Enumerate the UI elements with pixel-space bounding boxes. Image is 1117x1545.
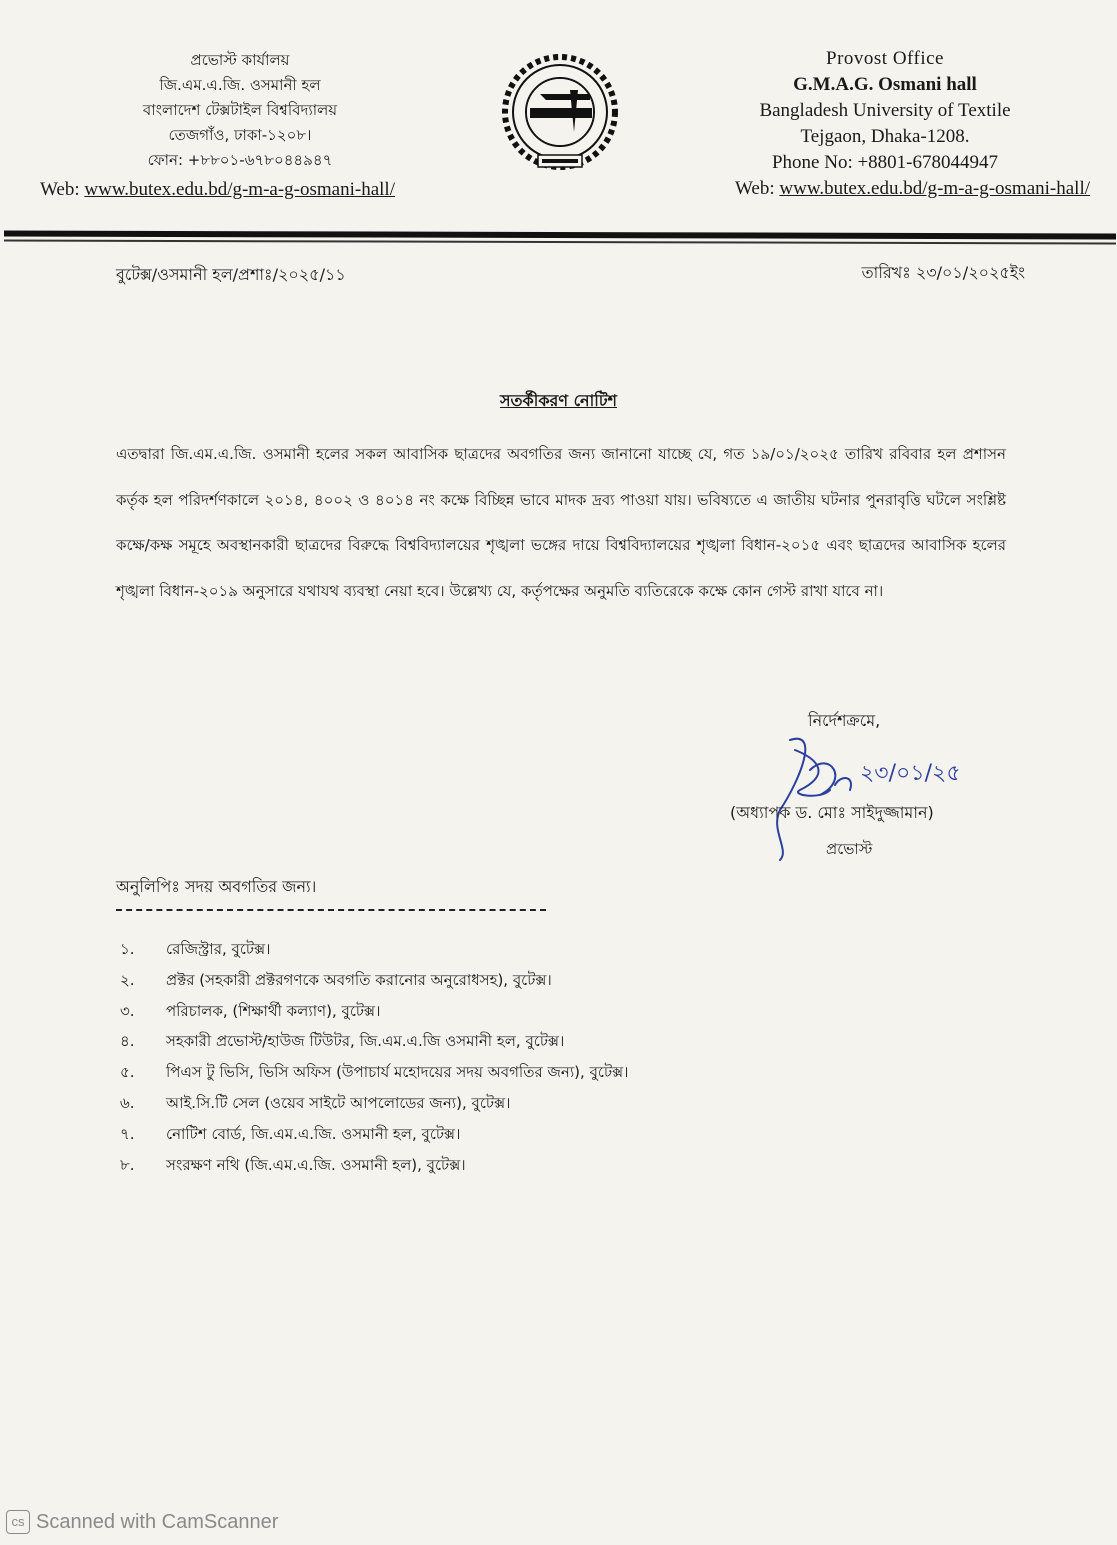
watermark-text: Scanned with CamScanner	[36, 1510, 279, 1533]
hall-name-en: G.M.A.G. Osmani hall	[793, 74, 977, 95]
list-item	[120, 1088, 629, 1119]
list-item	[120, 996, 629, 1027]
list-item-text: আই.সি.টি সেল (ওয়েব সাইটে আপলোডের জন্য), বুটেক্স।	[166, 1093, 511, 1112]
list-item-number: ৮.	[120, 1155, 135, 1174]
web-label: Web:	[40, 179, 85, 200]
list-item-number: ৩.	[120, 1001, 135, 1020]
letterhead-bangla	[40, 48, 440, 202]
signer-title: প্রভোস্ট	[826, 840, 873, 858]
list-item-number: ২.	[120, 970, 135, 989]
memo-reference: বুটেক্স/ওসমানী হল/প্রশাঃ/২০২৫/১১	[116, 265, 346, 284]
phone-bn: ফোন: +৮৮০১-৬৭৮০৪৪৯৪৭	[147, 151, 333, 169]
memo-date: তারিখঃ ২৩/০১/২০২৫ইং	[861, 263, 1025, 282]
web-line-bn	[40, 177, 440, 202]
by-order-text: নির্দেশক্রমে,	[808, 711, 881, 730]
list-item	[120, 1057, 629, 1088]
web-link-bn[interactable]: www.butex.edu.bd/g-m-a-g-osmani-hall/	[84, 179, 395, 200]
cc-list	[120, 934, 629, 1180]
address-bn: তেজগাঁও, ঢাকা-১২০৮।	[168, 126, 312, 144]
list-item-text: সহকারী প্রভোস্ট/হাউজ টিউটর, জি.এম.এ.জি ওসমানী হল, বুটেক্স।	[166, 1032, 565, 1051]
letterhead-english	[680, 46, 1090, 202]
list-item	[120, 965, 629, 996]
notice-body: এতদ্বারা জি.এম.এ.জি. ওসমানী হলের সকল আবাসিক ছাত্রদের অবগতির জন্য জানানো যাচ্ছে যে, গত ১৯/০১/২০২৫ তারিখ রবিবার হল প্রশাসন কর্তৃক হল পরিদর্শণকালে ২০১৪, ৪০০২ ও ৪০১৪ নং কক্ষে বিচ্ছিন্ন ভাবে মাদক দ্রব্য পাওয়া যায়। ভবিষ্যতে এ জাতীয় ঘটনার পুনরাবৃত্তি ঘটলে সংশ্লিষ্ট কক্ষে/কক্ষ সমূহে অবস্থানকারী ছাত্রদের বিরুদ্ধে বিশ্ববিদ্যালয়ের শৃঙ্খলা ভঙ্গের দায়ে বিশ্ববিদ্যালয়ের শৃঙ্খলা বিধান-২০১৫ এবং ছাত্রদের আবাসিক হলের শৃঙ্খলা বিধান-২০১৯ অনুসারে যথাযথ ব্যবস্থা নেয়া হবে। উল্লেখ্য যে, কর্তৃপক্ষের অনুমতি ব্যতিরেকে কক্ষে কোন গেস্ট রাখা যাবে না।	[116, 445, 1006, 600]
web-label: Web:	[735, 178, 780, 199]
header-divider-thick	[4, 231, 1116, 240]
list-item-number: ৭.	[120, 1124, 135, 1143]
handwritten-signature-icon	[760, 720, 1000, 870]
university-name-bn: বাংলাদেশ টেক্সটাইল বিশ্ববিদ্যালয়	[142, 101, 338, 119]
phone-en: Phone No: +8801-678044947	[771, 152, 999, 173]
cc-dashed-divider	[116, 909, 546, 911]
hall-name-bn: জি.এম.এ.জি. ওসমানী হল	[159, 76, 321, 94]
web-line-en	[680, 176, 1090, 202]
list-item	[120, 1119, 629, 1150]
list-item-text: সংরক্ষণ নথি (জি.এম.এ.জি. ওসমানী হল), বুটেক্স।	[166, 1155, 466, 1174]
web-link-en[interactable]: www.butex.edu.bd/g-m-a-g-osmani-hall/	[779, 178, 1090, 199]
list-item-text: নোটিশ বোর্ড, জি.এম.এ.জি. ওসমানী হল, বুটেক্স।	[166, 1124, 461, 1143]
list-item	[120, 1150, 629, 1181]
list-item-text: প্রক্টর (সহকারী প্রক্টরগণকে অবগতি করানোর অনুরোধসহ), বুটেক্স।	[166, 970, 552, 989]
office-name-bn: প্রভোস্ট কার্যালয়	[190, 51, 290, 69]
address-en: Tejgaon, Dhaka-1208.	[800, 126, 970, 147]
list-item	[120, 1026, 629, 1057]
butex-logo-icon	[500, 50, 620, 180]
camscanner-icon: cs	[6, 1510, 30, 1534]
signer-name: (অধ্যাপক ড. মোঃ সাইদুজ্জামান)	[730, 803, 934, 822]
cc-title: অনুলিপিঃ সদয় অবগতির জন্য।	[116, 877, 317, 896]
list-item-number: ১.	[120, 940, 135, 958]
header-divider-thin	[4, 240, 1116, 245]
camscanner-watermark	[6, 1510, 278, 1534]
list-item-number: ৬.	[120, 1093, 135, 1112]
office-name-en: Provost Office	[826, 48, 944, 69]
notice-title: সতর্কীকরণ নোটিশ	[499, 391, 618, 410]
university-name-en: Bangladesh University of Textile	[759, 100, 1011, 121]
list-item-number: ৪.	[120, 1032, 135, 1051]
list-item-text: পরিচালক, (শিক্ষার্থী কল্যাণ), বুটেক্স।	[166, 1001, 381, 1020]
list-item-number: ৫.	[120, 1063, 135, 1082]
list-item	[120, 934, 629, 965]
list-item-text: পিএস টু ভিসি, ভিসি অফিস (উপাচার্য মহোদয়ের সদয় অবগতির জন্য), বুটেক্স।	[166, 1063, 629, 1082]
signature-date: ২৩/০১/২৫	[860, 761, 961, 786]
list-item-text: রেজিস্ট্রার, বুটেক্স।	[166, 940, 271, 958]
